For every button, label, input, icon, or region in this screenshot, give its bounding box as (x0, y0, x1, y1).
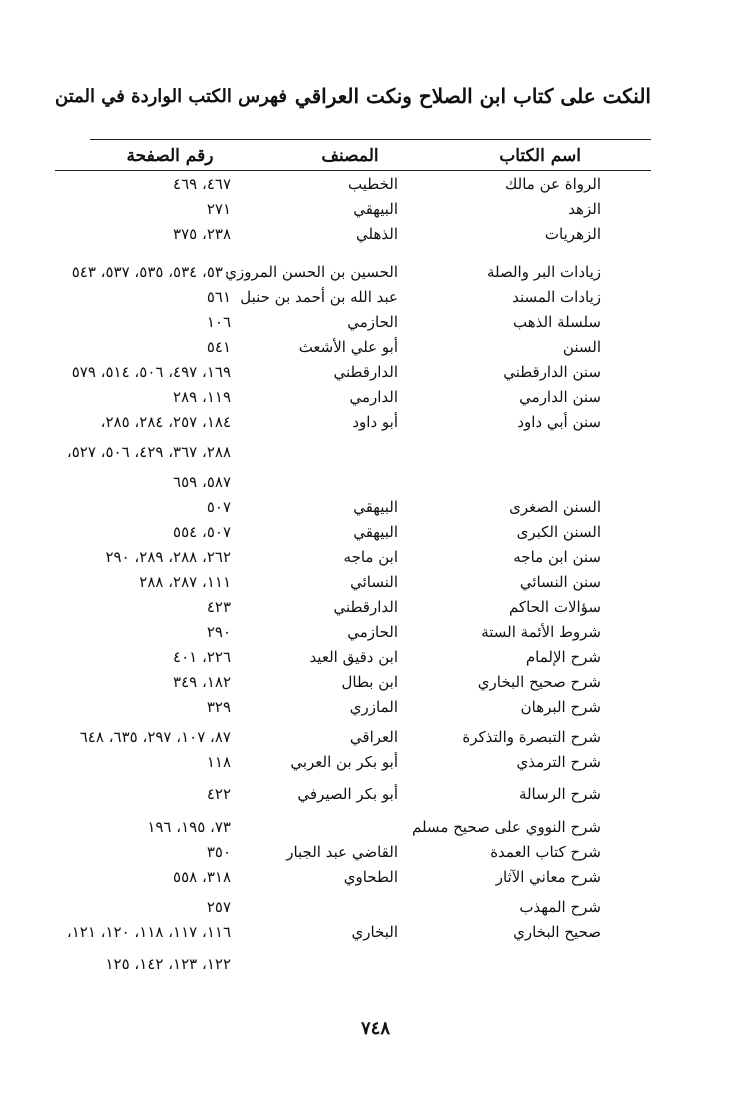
author-cell: الحازمي (347, 313, 398, 331)
column-header-book: اسم الكتاب (499, 146, 581, 166)
author-cell: أبو بكر الصيرفي (297, 785, 398, 803)
author-cell: أبو علي الأشعث (298, 338, 398, 356)
author-cell: النسائي (350, 573, 398, 591)
pages-cell: ٤٢٣ (206, 598, 231, 616)
pages-cell: ١٨٤، ٢٥٧، ٢٨٤، ٢٨٥، (100, 413, 231, 431)
book-cell: السنن (562, 338, 601, 356)
table-row (0, 260, 751, 284)
section-title: فهرس الكتب الواردة في المتن (55, 86, 287, 107)
table-row (0, 197, 751, 221)
author-cell: البيهقي (353, 498, 398, 516)
book-cell: سنن ابن ماجه (513, 548, 601, 566)
table-row (0, 222, 751, 246)
book-cell: سنن أبي داود (517, 413, 601, 431)
author-cell: العراقي (349, 728, 398, 746)
book-cell: شرح التبصرة والتذكرة (462, 728, 601, 746)
pages-cell: ١٠٦ (206, 313, 231, 331)
book-cell: شرح صحيح البخاري (477, 673, 601, 691)
book-cell: زيادات البر والصلة (486, 263, 601, 281)
pages-cell: ٤٦٧، ٤٦٩ (173, 175, 231, 193)
book-cell: زيادات المسند (512, 288, 601, 306)
pages-cell: ٥٤١ (206, 338, 231, 356)
pages-cell: ١١٦، ١١٧، ١١٨، ١٢٠، ١٢١، (66, 923, 231, 941)
book-cell: شرح كتاب العمدة (490, 843, 601, 861)
table-row (0, 782, 751, 806)
table-row (0, 172, 751, 196)
table-row (0, 620, 751, 644)
table-row (0, 440, 751, 464)
table-row (0, 725, 751, 749)
pages-cell: ١٢٢، ١٢٣، ١٤٢، ١٢٥ (105, 955, 231, 973)
book-cell: شرح البرهان (520, 698, 601, 716)
table-row (0, 360, 751, 384)
pages-cell: ٥٠٧ (206, 498, 231, 516)
book-cell: الرواة عن مالك (504, 175, 601, 193)
pages-cell: ٢٦٢، ٢٨٨، ٢٨٩، ٢٩٠ (105, 548, 231, 566)
table-row (0, 545, 751, 569)
author-cell: الطحاوي (343, 868, 398, 886)
pages-cell: ٤٢٢ (206, 785, 231, 803)
book-cell: السنن الصغرى (509, 498, 601, 516)
author-cell: الخطيب (348, 175, 398, 193)
book-cell: شرح معاني الآثار (495, 868, 601, 886)
author-cell: البيهقي (353, 523, 398, 541)
author-cell: ابن بطال (341, 673, 398, 691)
table-row (0, 645, 751, 669)
book-cell: السنن الكبرى (516, 523, 601, 541)
author-cell: الذهلي (356, 225, 398, 243)
pages-cell: ٣٢٩ (206, 698, 231, 716)
author-cell: الدارمي (349, 388, 398, 406)
table-row (0, 385, 751, 409)
book-cell: شرح الرسالة (518, 785, 601, 803)
table-row (0, 470, 751, 494)
pages-cell: ٥٦١ (206, 288, 231, 306)
author-cell: أبو داود (352, 413, 398, 431)
author-cell: ابن ماجه (343, 548, 398, 566)
pages-cell: ٢٣٨، ٣٧٥ (173, 225, 231, 243)
book-cell: شرح النووي على صحيح مسلم (411, 818, 601, 836)
pages-cell: ٢٩٠ (206, 623, 231, 641)
table-row (0, 670, 751, 694)
column-header-pages: رقم الصفحة (126, 146, 214, 166)
table-row (0, 595, 751, 619)
book-cell: سؤالات الحاكم (508, 598, 601, 616)
pages-cell: ١١١، ٢٨٧، ٢٨٨ (139, 573, 231, 591)
author-cell: الحازمي (347, 623, 398, 641)
pages-cell: ٨٧، ١٠٧، ٢٩٧، ٦٣٥، ٦٤٨ (79, 728, 231, 746)
pages-cell: ١١٨ (206, 753, 231, 771)
pages-cell: ٣٥٠ (206, 843, 231, 861)
table-row (0, 495, 751, 519)
table-row (0, 335, 751, 359)
book-cell: صحيح البخاري (513, 923, 601, 941)
table-row (0, 520, 751, 544)
author-cell: ابن دقيق العيد (309, 648, 398, 666)
author-cell: القاضي عبد الجبار (286, 843, 398, 861)
table-row (0, 952, 751, 976)
pages-cell: ٢٧١ (206, 200, 231, 218)
table-row (0, 310, 751, 334)
table-row (0, 570, 751, 594)
author-cell: المازري (349, 698, 398, 716)
pages-cell: ١١٩، ٢٨٩ (173, 388, 231, 406)
pages-cell: ٣١٨، ٥٥٨ (173, 868, 231, 886)
pages-cell: ٢٨٨، ٣٦٧، ٤٢٩، ٥٠٦، ٥٢٧، (66, 443, 231, 461)
table-row (0, 895, 751, 919)
book-cell: سنن الدارمي (519, 388, 601, 406)
pages-cell: ٥٣٠، ٥٣٤، ٥٣٥، ٥٣٧، ٥٤٣ (71, 263, 231, 281)
book-cell: الزهريات (544, 225, 601, 243)
author-cell: أبو بكر بن العربي (290, 753, 398, 771)
table-row (0, 750, 751, 774)
column-header-author: المصنف (321, 146, 379, 166)
table-row (0, 815, 751, 839)
book-cell: شرح الإلمام (525, 648, 601, 666)
pages-cell: ٥٠٧، ٥٥٤ (173, 523, 231, 541)
book-cell: شرح الترمذي (516, 753, 601, 771)
table-row (0, 410, 751, 434)
book-cell: شرح المهذب (519, 898, 601, 916)
pages-cell: ٢٥٧ (206, 898, 231, 916)
book-cell: سنن النسائي (519, 573, 601, 591)
pages-cell: ٢٢٦، ٤٠١ (173, 648, 231, 666)
pages-cell: ١٦٩، ٤٩٧، ٥٠٦، ٥١٤، ٥٧٩ (71, 363, 231, 381)
table-row (0, 865, 751, 889)
author-cell: البخاري (351, 923, 398, 941)
author-cell: الدارقطني (333, 598, 398, 616)
book-cell: سنن الدارقطني (503, 363, 601, 381)
author-cell: عبد الله بن أحمد بن حنبل (240, 288, 398, 306)
table-row (0, 840, 751, 864)
author-cell: البيهقي (353, 200, 398, 218)
pages-cell: ٥٨٧، ٦٥٩ (173, 473, 231, 491)
table-row (0, 695, 751, 719)
book-cell: شروط الأئمة الستة (481, 623, 601, 641)
table-row (0, 920, 751, 944)
pages-cell: ١٨٢، ٣٤٩ (173, 673, 231, 691)
book-title: النكت على كتاب ابن الصلاح ونكت العراقي (294, 84, 651, 108)
book-cell: الزهد (568, 200, 601, 218)
book-cell: سلسلة الذهب (513, 313, 601, 331)
author-cell: الدارقطني (333, 363, 398, 381)
pages-cell: ٧٣، ١٩٥، ١٩٦ (147, 818, 231, 836)
page-number: ٧٤٨ (360, 1018, 390, 1039)
table-row (0, 285, 751, 309)
author-cell: الحسين بن الحسن المروزي (225, 263, 398, 281)
